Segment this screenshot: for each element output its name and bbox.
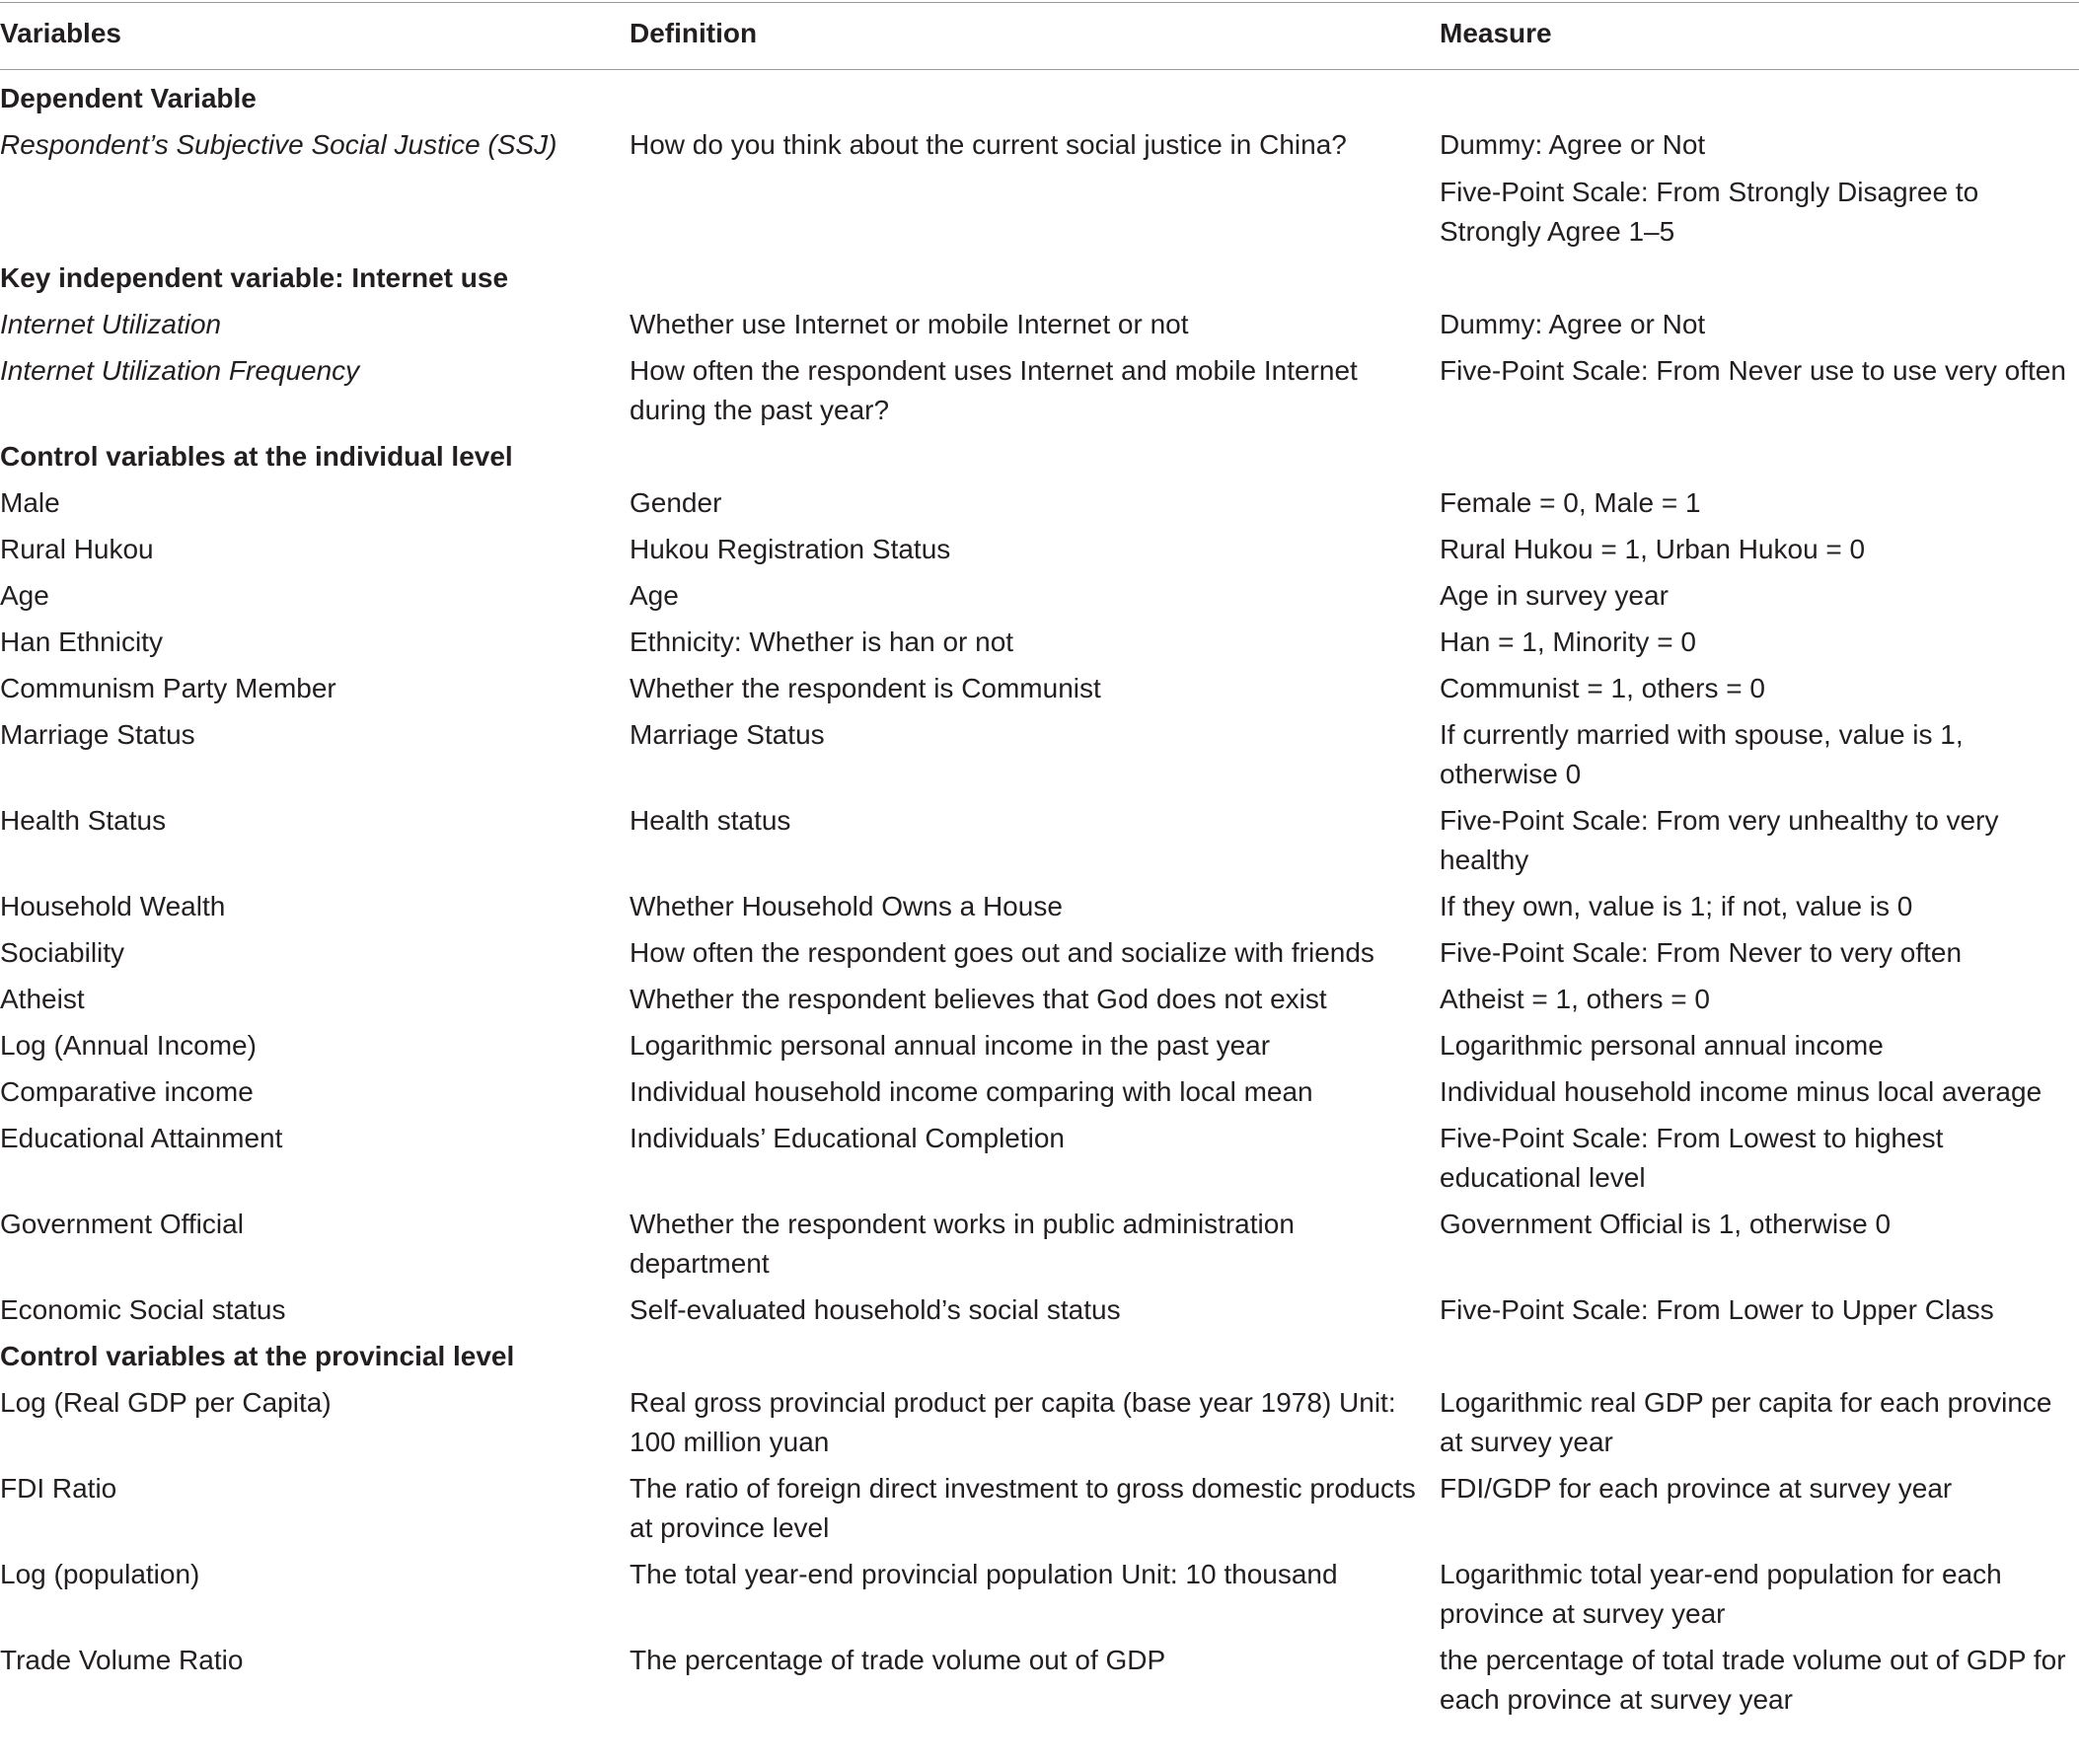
variable-cell: Atheist: [0, 984, 85, 1014]
table-row: [0, 1469, 2079, 1555]
definition-cell: Individual household income comparing with local mean: [630, 1076, 1313, 1107]
table-row: [0, 125, 2079, 258]
measure-cell: [1440, 933, 2079, 973]
table-row: [0, 623, 2079, 669]
measure-text: Rural Hukou = 1, Urban Hukou = 0: [1440, 534, 1866, 564]
section-label: Control variables at the provincial level: [0, 1341, 515, 1371]
measure-cell: [1440, 1026, 2079, 1066]
measure-cell: [1440, 576, 2079, 616]
section-label: Dependent Variable: [0, 83, 257, 113]
section-header-row: [0, 437, 2079, 483]
section-header-row: [0, 258, 2079, 305]
measure-text: Atheist = 1, others = 0: [1440, 984, 1710, 1014]
definition-cell: Whether Household Owns a House: [630, 891, 1063, 921]
definition-cell: Age: [630, 580, 679, 611]
variable-cell: FDI Ratio: [0, 1473, 117, 1504]
definition-cell: Logarithmic personal annual income in the past year: [630, 1030, 1271, 1061]
variable-cell: Han Ethnicity: [0, 626, 163, 657]
table-top-rule: [0, 2, 2079, 3]
definition-cell: Self-evaluated household’s social status: [630, 1294, 1121, 1325]
variable-cell: Internet Utilization Frequency: [0, 355, 360, 386]
measure-cell: [1440, 351, 2079, 430]
table-row: [0, 483, 2079, 530]
variable-cell: Communism Party Member: [0, 673, 336, 703]
definition-cell: How often the respondent goes out and socialize with friends: [630, 937, 1374, 968]
definition-cell: Gender: [630, 487, 722, 518]
variable-cell: Educational Attainment: [0, 1123, 283, 1153]
table-row: [0, 669, 2079, 715]
measure-cell: [1440, 669, 2079, 708]
table-row: [0, 576, 2079, 623]
measure-text: Logarithmic total year-end population for each province at survey year: [1440, 1559, 2002, 1629]
measure-text: the percentage of total trade volume out of GDP for each province at survey year: [1440, 1645, 2066, 1715]
section-header-row: [0, 1337, 2079, 1383]
definition-cell: The percentage of trade volume out of GDP: [630, 1645, 1166, 1675]
measure-cell: [1440, 715, 2079, 794]
variable-cell: Trade Volume Ratio: [0, 1645, 244, 1675]
measure-text: Communist = 1, others = 0: [1440, 673, 1765, 703]
measure-text: Individual household income minus local average: [1440, 1076, 2042, 1107]
table-row: [0, 980, 2079, 1026]
variable-cell: Rural Hukou: [0, 534, 154, 564]
measure-text: Government Official is 1, otherwise 0: [1440, 1209, 1892, 1239]
measure-cell: [1440, 801, 2079, 880]
table-row: [0, 933, 2079, 980]
measure-cell: [1440, 1469, 2079, 1548]
variable-cell: Sociability: [0, 937, 125, 968]
table-row: [0, 887, 2079, 933]
measure-text: Dummy: Agree or Not: [1440, 309, 1706, 339]
definition-cell: Ethnicity: Whether is han or not: [630, 626, 1014, 657]
table-row: [0, 1026, 2079, 1072]
measure-cell: [1440, 1383, 2079, 1462]
variable-cell: Health Status: [0, 805, 167, 836]
table-header: [0, 18, 2079, 57]
measure-cell: [1440, 623, 2079, 662]
variable-cell: Economic Social status: [0, 1294, 286, 1325]
variable-cell: Male: [0, 487, 60, 518]
definition-cell: The total year-end provincial population Unit: 10 thousand: [630, 1559, 1338, 1589]
variable-cell: Marriage Status: [0, 719, 195, 750]
measure-text: Five-Point Scale: From Lowest to highest educational level: [1440, 1123, 1944, 1193]
definition-cell: How often the respondent uses Internet and mobile Internet during the past year?: [630, 355, 1358, 425]
section-label: Control variables at the individual level: [0, 441, 513, 472]
table-row: [0, 1383, 2079, 1469]
definition-cell: Hukou Registration Status: [630, 534, 951, 564]
definition-cell: Individuals’ Educational Completion: [630, 1123, 1065, 1153]
table-row: [0, 1641, 2079, 1727]
variable-cell: Respondent’s Subjective Social Justice (SSJ): [0, 129, 557, 160]
measure-text: Logarithmic real GDP per capita for each province at survey year: [1440, 1387, 2052, 1457]
table-row: [0, 715, 2079, 801]
measure-text: If currently married with spouse, value is 1, otherwise 0: [1440, 719, 1964, 789]
measure-cell: [1440, 1290, 2079, 1330]
definition-cell: How do you think about the current social justice in China?: [630, 129, 1347, 160]
measure-cell: [1440, 483, 2079, 523]
definition-cell: Marriage Status: [630, 719, 825, 750]
measure-text: Han = 1, Minority = 0: [1440, 626, 1696, 657]
measure-cell: [1440, 125, 2079, 252]
table-row: [0, 1072, 2079, 1119]
measure-cell: [1440, 1641, 2079, 1720]
variable-cell: Log (Real GDP per Capita): [0, 1387, 332, 1418]
definition-cell: Whether the respondent works in public administration department: [630, 1209, 1295, 1279]
measure-text: If they own, value is 1; if not, value is 0: [1440, 891, 1913, 921]
variable-cell: Age: [0, 580, 49, 611]
definition-cell: The ratio of foreign direct investment to gross domestic products at province level: [630, 1473, 1416, 1543]
measure-cell: [1440, 1072, 2079, 1112]
measure-text: Five-Point Scale: From Lower to Upper Class: [1440, 1294, 1994, 1325]
measure-text: Age in survey year: [1440, 580, 1669, 611]
table-row: [0, 305, 2079, 351]
measure-text: Five-Point Scale: From Never use to use very often: [1440, 355, 2066, 386]
header-definition: Definition: [630, 18, 758, 48]
variable-cell: Household Wealth: [0, 891, 226, 921]
measure-text: Five-Point Scale: From Never to very often: [1440, 937, 1963, 968]
measure-cell: [1440, 305, 2079, 344]
table-body: [0, 79, 2079, 1727]
header-measure: Measure: [1440, 18, 1552, 48]
definition-cell: Whether the respondent is Communist: [630, 673, 1101, 703]
measure-cell: [1440, 887, 2079, 926]
measure-text: Five-Point Scale: From very unhealthy to very healthy: [1440, 805, 1999, 875]
variable-cell: Log (population): [0, 1559, 200, 1589]
variable-cell: Log (Annual Income): [0, 1030, 257, 1061]
measure-text: Logarithmic personal annual income: [1440, 1030, 1884, 1061]
table-row: [0, 530, 2079, 576]
table-row: [0, 1119, 2079, 1205]
definition-cell: Real gross provincial product per capita (base year 1978) Unit: 100 million yuan: [630, 1387, 1396, 1457]
section-header-row: [0, 79, 2079, 125]
header-variables: Variables: [0, 18, 121, 48]
variable-cell: Internet Utilization: [0, 309, 222, 339]
measure-cell: [1440, 1555, 2079, 1634]
header-rule: [0, 69, 2079, 70]
measure-text: Five-Point Scale: From Strongly Disagree to Strongly Agree 1–5: [1440, 177, 1979, 247]
section-label: Key independent variable: Internet use: [0, 262, 509, 293]
measure-cell: [1440, 530, 2079, 569]
measure-cell: [1440, 1119, 2079, 1198]
table-row: [0, 1290, 2079, 1337]
definition-cell: Whether use Internet or mobile Internet or not: [630, 309, 1189, 339]
variable-cell: Government Official: [0, 1209, 244, 1239]
measure-text: FDI/GDP for each province at survey year: [1440, 1473, 1953, 1504]
measure-text: Dummy: Agree or Not: [1440, 129, 1706, 160]
table-row: [0, 351, 2079, 437]
definition-cell: Health status: [630, 805, 791, 836]
definition-cell: Whether the respondent believes that God does not exist: [630, 984, 1327, 1014]
table-row: [0, 1555, 2079, 1641]
measure-text: Female = 0, Male = 1: [1440, 487, 1701, 518]
table-row: [0, 1205, 2079, 1290]
table-row: [0, 801, 2079, 887]
measure-cell: [1440, 1205, 2079, 1284]
measure-cell: [1440, 980, 2079, 1019]
variable-cell: Comparative income: [0, 1076, 254, 1107]
